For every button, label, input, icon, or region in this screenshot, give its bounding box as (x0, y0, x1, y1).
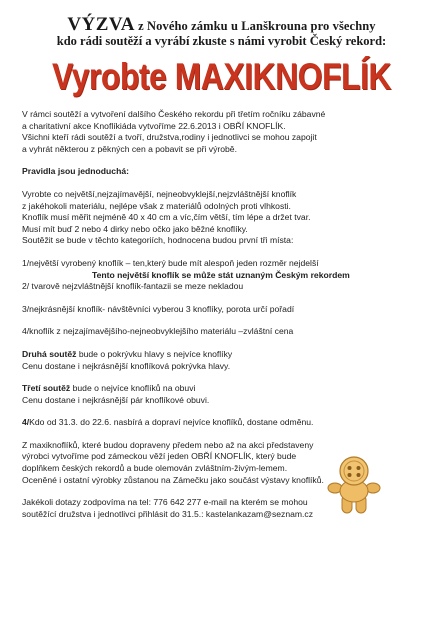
contact-line: Jakékoli dotazy zodpovíma na tel: 776 642 277 e-mail na kterém se mohou (22, 497, 308, 508)
intro-line: V rámci soutěží a vytvoření dalšího Českého rekordu při třetím ročníku zábavné (22, 109, 326, 119)
category-4: 4/knoflík z nejzajímavějšího-nejneobvyklejšího materiálu –zvláštní cena (22, 326, 294, 337)
rule-line: z jakéhokoli materiálu, nejlépe však z materiálů odolných proti vlhkosti. (22, 200, 291, 211)
header-vyzva: VÝZVA (67, 14, 135, 35)
closing-line: doplňkem českých rekordů a bude olemován zvláštním-živým-lemem. (22, 463, 288, 474)
rule-line: Vyrobte co největší,nejzajímavější, nejneobvyklejší,nejzvláštnější knoflík (22, 188, 297, 199)
fourth-contest-label: 4/ (22, 417, 30, 428)
intro-line: a charitativní akce Knoflíkiáda vytvoříme 22.6.2013 i OBŘÍ KNOFLÍK. (22, 120, 286, 131)
third-contest-text: bude o nejvíce knoflíků na obuvi (70, 383, 196, 394)
poster-title: Vyrobte MAXIKNOFLÍK (52, 56, 391, 97)
fourth-contest-text: Kdo od 31.3. do 22.6. nasbírá a dopraví nejvíce knoflíků, dostane odměnu. (29, 417, 314, 428)
rules-heading: Pravidla jsou jednoduchá: (22, 166, 129, 177)
button-mascot-icon (327, 455, 381, 517)
closing-line: Oceněné i ostatní výrobky zůstanou na Zámečku jako součást výstavy knoflíků. (22, 474, 324, 485)
second-contest-label: Druhá soutěž (22, 348, 77, 359)
rule-line: Soutěžit se bude v těchto kategoriích, hodnocena budou první tři místa: (22, 235, 294, 246)
second-contest (22, 349, 432, 361)
header-line-1-rest: z Nového zámku u Lanškrouna pro všechny (134, 19, 376, 33)
category-2: 2/ tvarově nejzvláštnější knoflík-fantazii se meze nekladou (22, 281, 244, 292)
category-1: 1/největší vyrobený knoflík – ten,který bude mít alespoň jeden rozměr nejdelší (22, 257, 319, 268)
closing-line: výrobci vytvoříme pod zámeckou věží jeden OBŘÍ KNOFLÍK, který bude (22, 451, 297, 462)
contact-line: soutěžící družstva i jednotlivci přihlásit do 31.5.: kastelankazam@seznam.cz (22, 508, 314, 519)
third-contest-prize: Cenu dostane i nejkrásnější pár knoflíkové obuvi. (22, 394, 210, 405)
rule-line: Musí mít buď 2 nebo 4 dirky nebo očko jako běžné knoflíky. (22, 223, 248, 234)
second-contest-text: bude o pokrývku hlavy s nejvíce knoflíky (76, 348, 233, 359)
third-contest (22, 383, 432, 395)
rule-line: Knoflík musí měřit nejméně 40 x 40 cm a víc,čím větší, tím lépe a držet tvar. (22, 212, 311, 223)
intro-line: a vyhrát některou z pěkných cen a pobavit se při výrobě. (22, 143, 237, 154)
category-3: 3/nejkrásnější knoflík- návštěvníci vyberou 3 knoflíky, porota určí pořadí (22, 303, 295, 314)
second-contest-prize: Cenu dostane i nejkrásnější knoflíková pokrývka hlavy. (22, 360, 231, 371)
header-line-2: kdo rádi soutěží a vyrábí zkuste s námi vyrobit Český rekord: (56, 34, 387, 48)
category-1-note: Tento největší knoflík se může stát uznaným Českým rekordem (92, 269, 350, 280)
fourth-contest (22, 417, 432, 429)
third-contest-label: Třetí soutěž (22, 383, 71, 394)
header-line-1 (0, 14, 443, 36)
intro-line: Všichni kteří rádi soutěží a tvoří, družstva,rodiny i jednotlivci se mohou zapojit (22, 132, 317, 143)
closing-line: Z maxiknoflíků, které budou dopraveny předem nebo až na akci představeny (22, 439, 314, 450)
